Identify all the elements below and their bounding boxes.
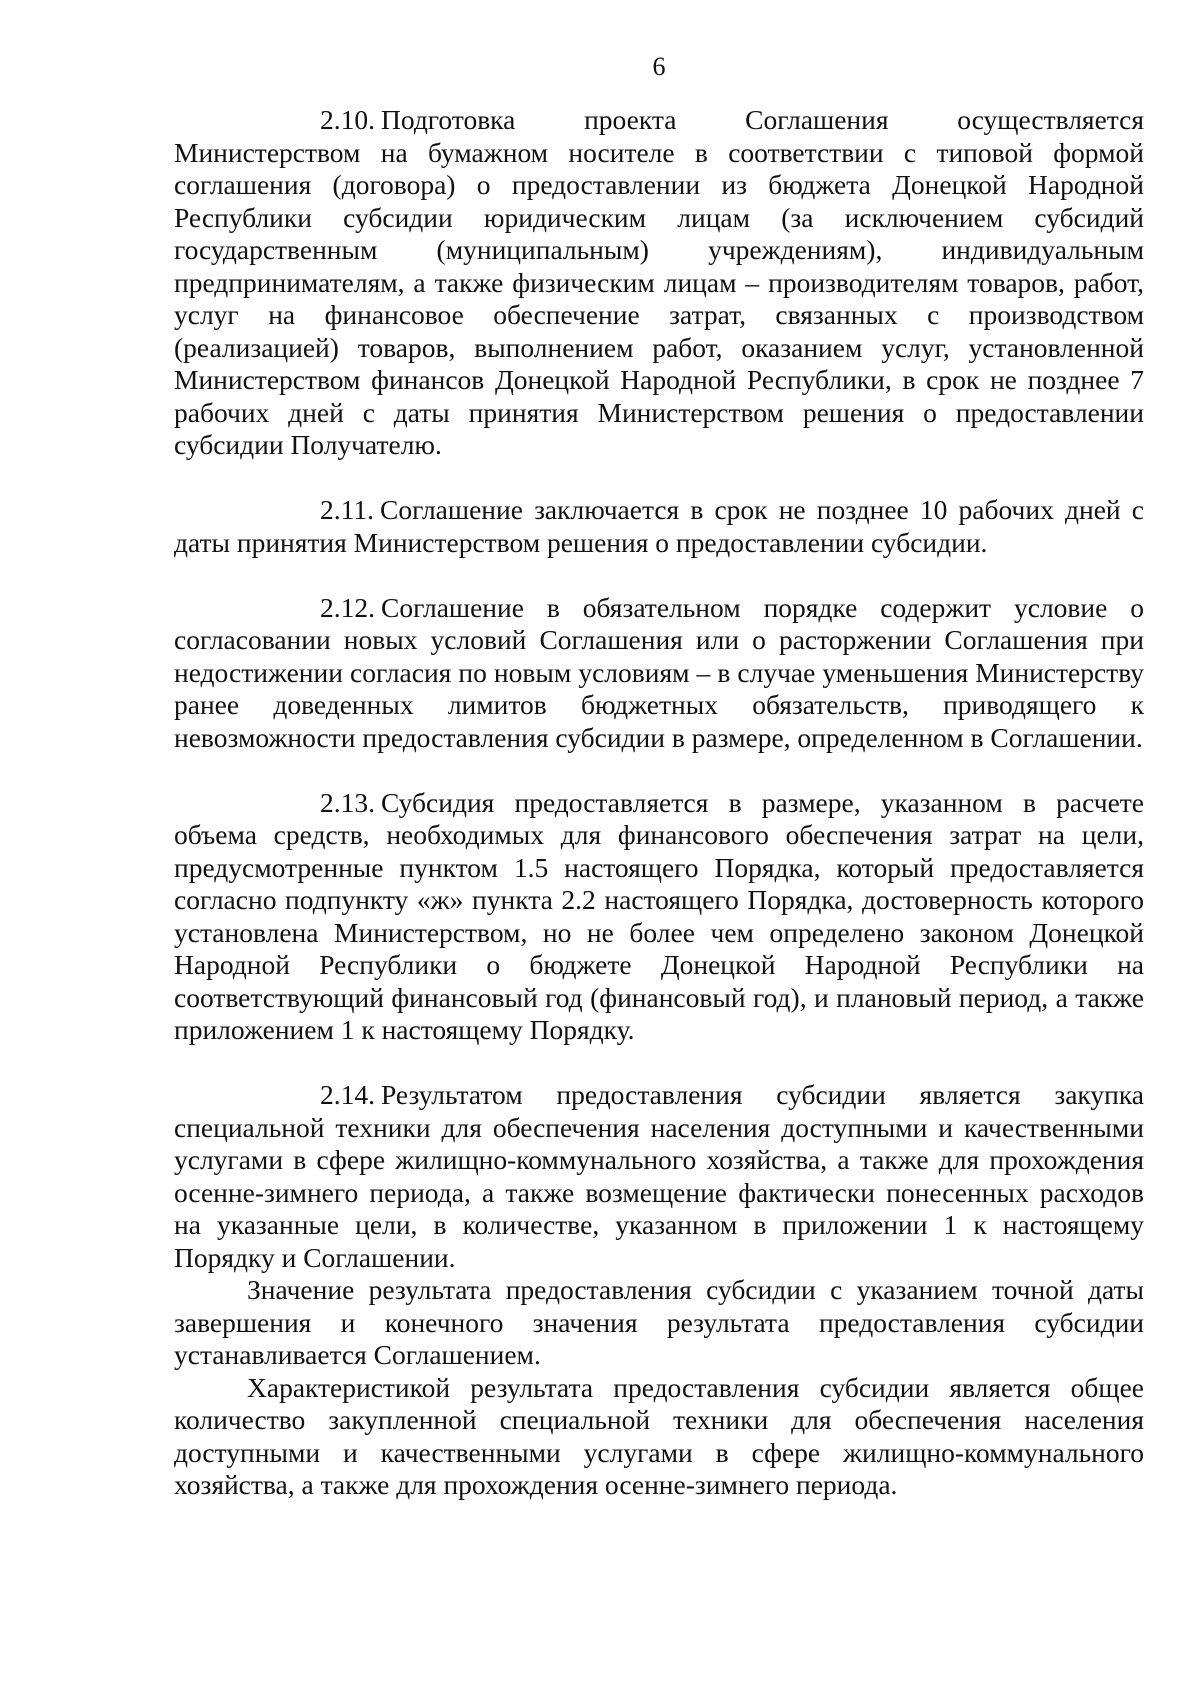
paragraph-number: 2.13.: [320, 786, 375, 818]
paragraph-number: 2.10.: [320, 104, 375, 135]
paragraph-2-13: [174, 787, 1144, 1047]
paragraph-text: Соглашение в обязательном порядке содержит условие о согласовании новых условий Соглашения или о расторжении Соглашения при недостижении согласия по новым условиям – в случае уменьшения Министерству ранее доведенных лимитов бюджетных обязательств, приводящего к невозможности предоставления субсидии в размере, определенном в Соглашении.: [174, 591, 1144, 753]
paragraph-number: 2.12.: [320, 591, 375, 623]
document-body: [174, 104, 1144, 1502]
paragraph-text: Соглашение заключается в срок не позднее 10 рабочих дней с даты принятия Министерством решения о предоставлении субсидии.: [174, 494, 1144, 558]
page-number: 6: [652, 52, 666, 81]
paragraph-result-value: [174, 1274, 1144, 1372]
paragraph-number: 2.14.: [320, 1079, 375, 1110]
paragraph-2-10: [174, 104, 1144, 462]
paragraph-text: Значение результата предоставления субсидии с указанием точной даты завершения и конечного значения результата предоставления субсидии устанавливается Соглашением.: [174, 1274, 1144, 1370]
paragraph-2-14: [174, 1079, 1144, 1274]
paragraph-2-12: [174, 592, 1144, 755]
paragraph-text: Характеристикой результата предоставления субсидии является общее количество закупленной специальной техники для обеспечения населения доступными и качественными услугами в сфере жилищно-коммунального хозяйства, а также для прохождения осенне-зимнего периода.: [174, 1371, 1144, 1500]
paragraph-2-11: [174, 494, 1144, 559]
paragraph-result-characteristic: [174, 1372, 1144, 1502]
paragraph-text: Субсидия предоставляется в размере, указанном в расчете объема средств, необходимых для финансового обеспечения затрат на цели, предусмотренные пунктом 1.5 настоящего Порядка, который предоставляется согласно подпункту «ж» пункта 2.2 настоящего Порядка, достоверность которого установлена Министерством, но не более чем определено законом Донецкой Народной Республики о бюджете Донецкой Народной Республики на соответствующий финансовый год (финансовый год), и плановый период, а также приложением 1 к настоящему Порядку.: [174, 786, 1144, 1045]
paragraph-number: 2.11.: [320, 494, 374, 525]
paragraph-text: Подготовка проекта Соглашения осуществляется Министерством на бумажном носителе в соответствии с типовой формой соглашения (договора) о предоставлении из бюджета Донецкой Народной Республики субсидии юридическим лицам (за исключением субсидий государственным (муниципальным) учреждениям), индивидуальным предпринимателям, а также физическим лицам – производителям товаров, работ, услуг на финансовое обеспечение затрат, связанных с производством (реализацией) товаров, выполнением работ, оказанием услуг, установленной Министерством финансов Донецкой Народной Республики, в срок не позднее 7 рабочих дней с даты принятия Министерством решения о предоставлении субсидии Получателю.: [174, 104, 1144, 460]
paragraph-text: Результатом предоставления субсидии является закупка специальной техники для обеспечения населения доступными и качественными услугами в сфере жилищно-коммунального хозяйства, а также для прохождения осенне-зимнего периода, а также возмещение фактически понесенных расходов на указанные цели, в количестве, указанном в приложении 1 к настоящему Порядку и Соглашении.: [174, 1079, 1144, 1273]
